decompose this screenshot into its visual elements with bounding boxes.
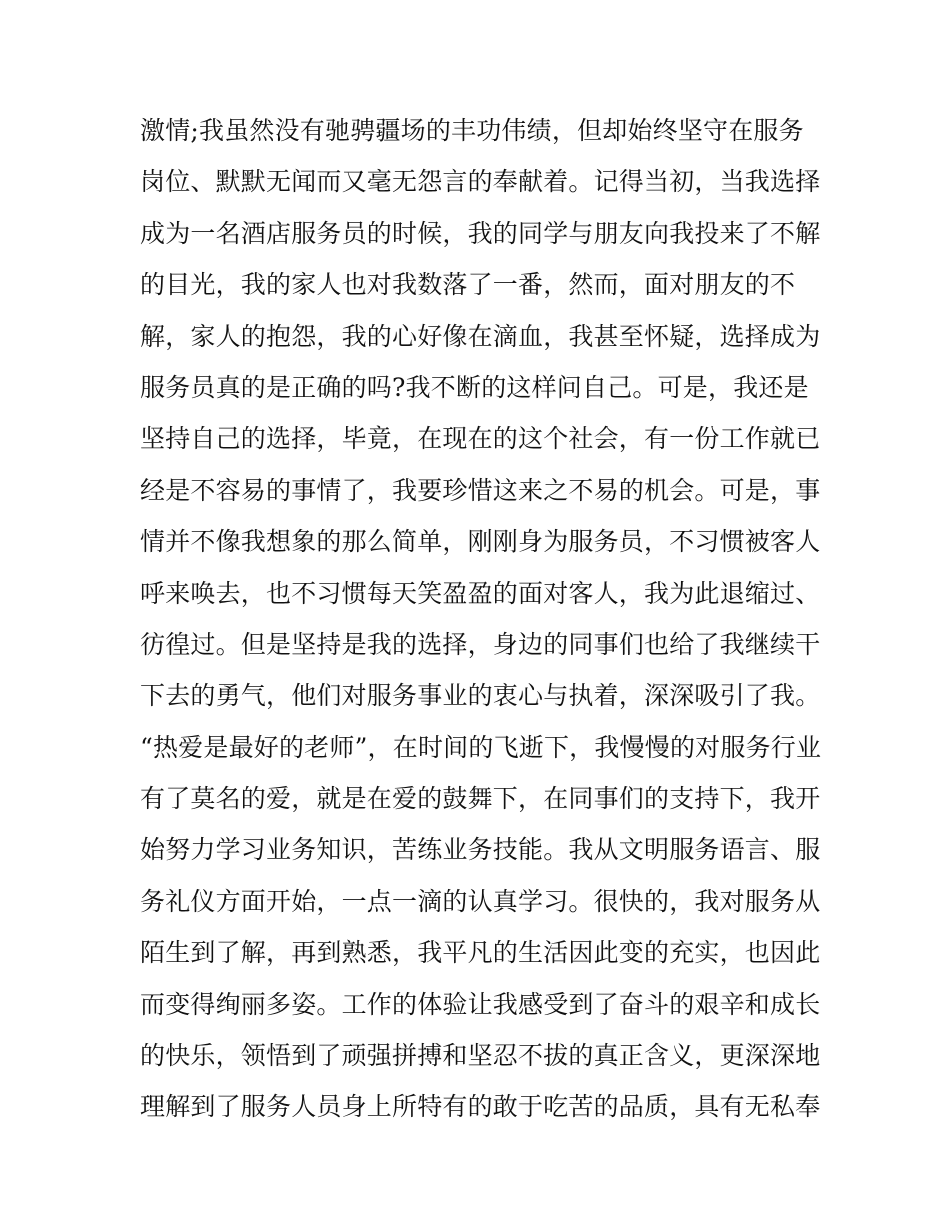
text-line-10: 呼来唤去，也不习惯每天笑盈盈的面对客人，我为此退缩过、 — [140, 578, 821, 608]
text-line-2: 岗位、默默无闻而又毫无怨言的奉献着。记得当初，当我选择 — [140, 167, 821, 197]
text-line-12: 下去的勇气，他们对服务事业的衷心与执着，深深吸引了我。 — [140, 681, 821, 711]
body-text — [140, 105, 830, 1133]
text-line-16: 务礼仪方面开始，一点一滴的认真学习。很快的，我对服务从 — [140, 886, 821, 916]
text-line-15: 始努力学习业务知识，苦练业务技能。我从文明服务语言、服 — [140, 835, 821, 865]
text-line-14: 有了莫名的爱，就是在爱的鼓舞下，在同事们的支持下，我开 — [140, 784, 821, 814]
text-line-9: 情并不像我想象的那么简单，刚刚身为服务员，不习惯被客人 — [140, 527, 821, 557]
text-line-3: 成为一名酒店服务员的时候，我的同学与朋友向我投来了不解 — [140, 218, 821, 248]
text-line-13: “热爱是最好的老师”，在时间的飞逝下，我慢慢的对服务行业 — [140, 732, 822, 762]
text-line-19: 的快乐，领悟到了顽强拼搏和坚忍不拔的真正含义，更深深地 — [140, 1041, 821, 1071]
text-line-8: 经是不容易的事情了，我要珍惜这来之不易的机会。可是，事 — [140, 475, 821, 505]
text-line-11: 彷徨过。但是坚持是我的选择，身边的同事们也给了我继续干 — [140, 629, 821, 659]
text-line-20: 理解到了服务人员身上所特有的敢于吃苦的品质，具有无私奉 — [140, 1092, 821, 1122]
text-line-18: 而变得绚丽多姿。工作的体验让我感受到了奋斗的艰辛和成长 — [140, 989, 821, 1019]
text-line-1: 激情;我虽然没有驰骋疆场的丰功伟绩，但却始终坚守在服务 — [140, 116, 804, 145]
text-line-4: 的目光，我的家人也对我数落了一番，然而，面对朋友的不 — [140, 270, 796, 300]
text-line-17: 陌生到了解，再到熟悉，我平凡的生活因此变的充实，也因此 — [140, 938, 821, 968]
text-line-7: 坚持自己的选择，毕竟，在现在的这个社会，有一份工作就已 — [140, 424, 821, 454]
text-line-6: 服务员真的是正确的吗?我不断的这样问自己。可是，我还是 — [140, 372, 809, 402]
text-line-5: 解，家人的抱怨，我的心好像在滴血，我甚至怀疑，选择成为 — [140, 321, 821, 351]
